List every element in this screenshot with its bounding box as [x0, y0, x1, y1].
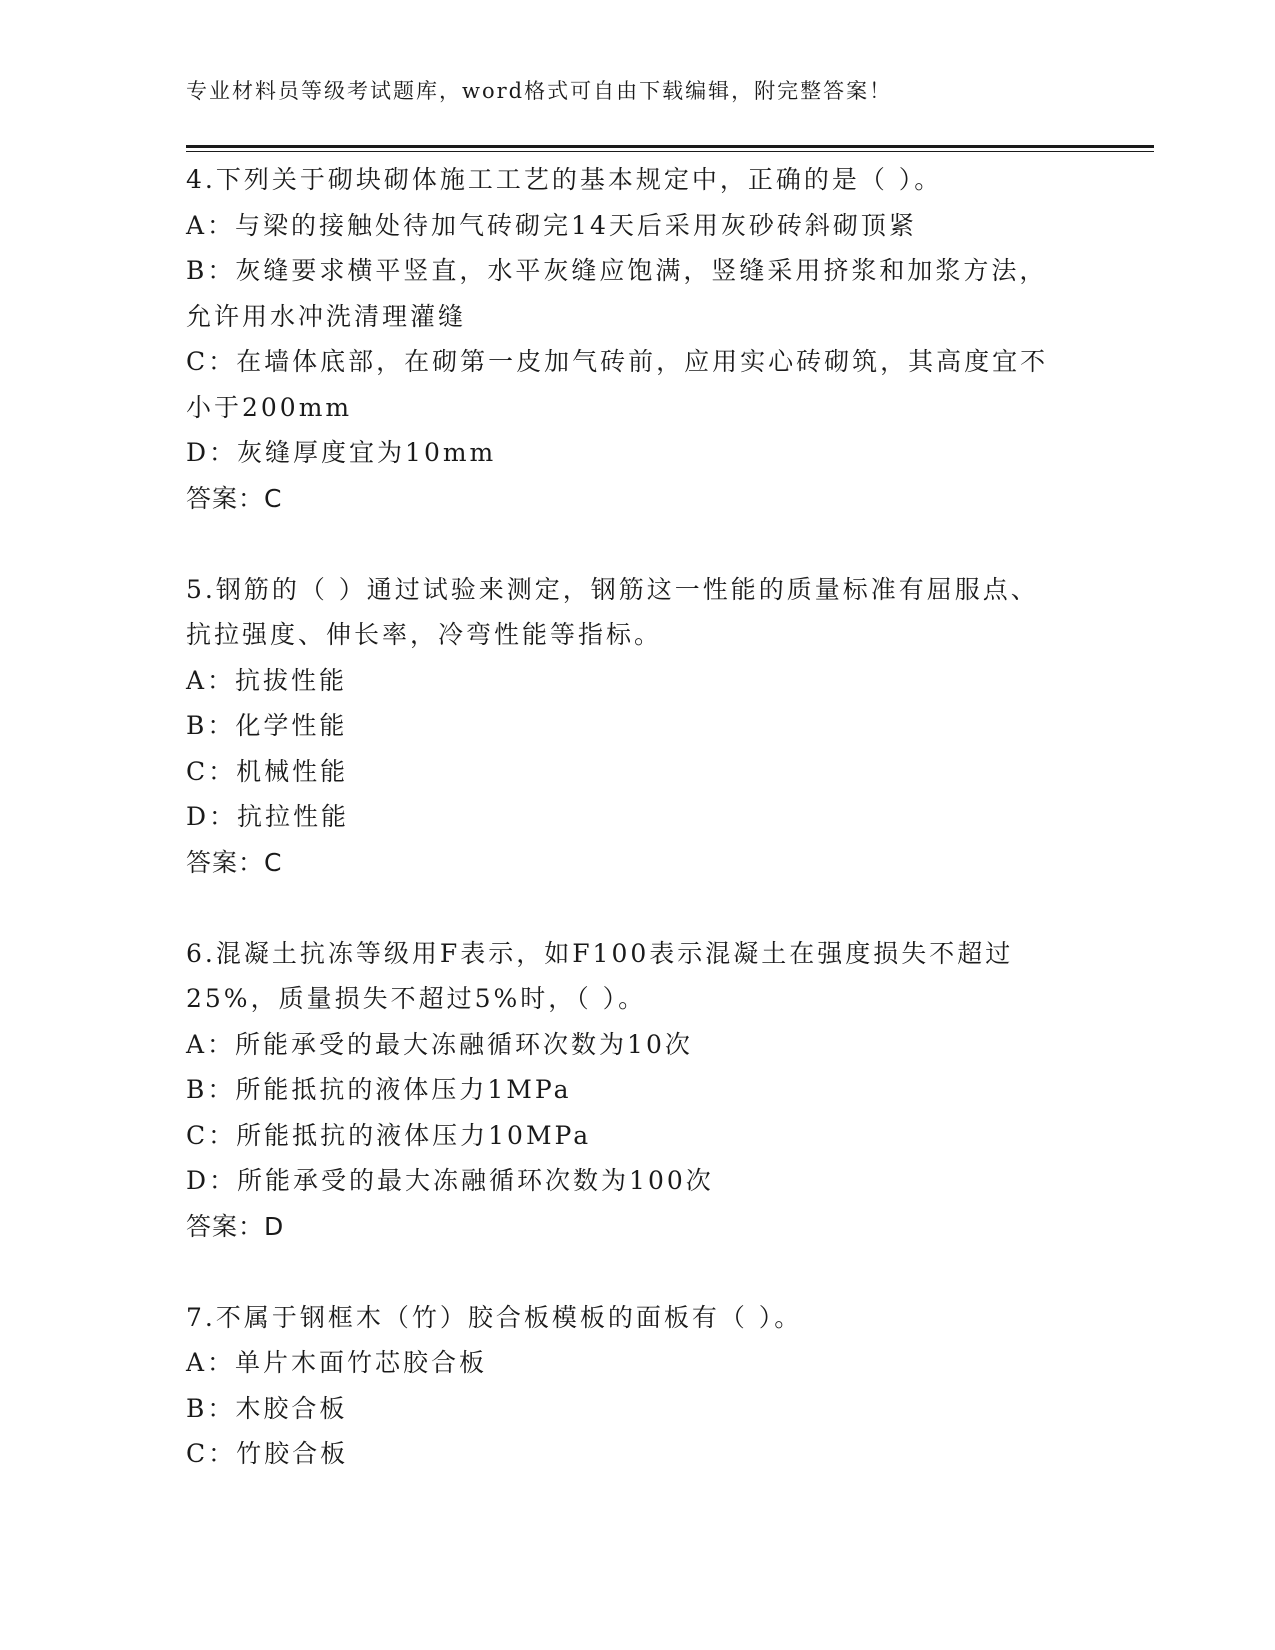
question-stem: 6.混凝土抗冻等级用F表示，如F100表示混凝土在强度损失不超过	[186, 938, 1014, 968]
question-stem: 7.不属于钢框木（竹）胶合板模板的面板有（ ）。	[186, 1302, 803, 1332]
option-line: B：化学性能	[186, 711, 348, 740]
option-line: 小于200mm	[186, 392, 353, 422]
option-line: A：所能承受的最大冻融循环次数为10次	[186, 1029, 693, 1059]
question-spacer	[186, 521, 1086, 567]
option-line: C：竹胶合板	[186, 1439, 349, 1468]
header-rule-thin	[186, 151, 1154, 152]
answer-label: 答案：D	[186, 1211, 285, 1241]
option-line: B：灰缝要求横平竖直，水平灰缝应饱满，竖缝采用挤浆和加浆方法，	[186, 256, 1048, 285]
option-line: C：所能抵抗的液体压力10MPa	[186, 1120, 592, 1150]
question-stem: 25%，质量损失不超过5%时，（ ）。	[186, 984, 647, 1013]
option-line: D：所能承受的最大冻融循环次数为100次	[186, 1166, 714, 1195]
answer-label: 答案：C	[186, 847, 283, 877]
question-list	[186, 157, 1086, 1477]
question-spacer	[186, 1249, 1086, 1295]
page-header: 专业材料员等级考试题库，word格式可自由下载编辑，附完整答案！	[186, 79, 893, 103]
option-line: C：机械性能	[186, 756, 349, 786]
question-stem: 5.钢筋的（ ）通过试验来测定，钢筋这一性能的质量标准有屈服点、	[186, 574, 1039, 604]
question-block	[186, 931, 1086, 1250]
option-line: D：抗拉性能	[186, 802, 350, 831]
question-block	[186, 567, 1086, 886]
question-spacer	[186, 885, 1086, 931]
option-line: A：与梁的接触处待加气砖砌完14天后采用灰砂砖斜砌顶紧	[186, 210, 917, 240]
option-line: A：单片木面竹芯胶合板	[186, 1348, 488, 1377]
option-line: D：灰缝厚度宜为10mm	[186, 438, 497, 467]
question-block	[186, 1295, 1086, 1477]
option-line: C：在墙体底部，在砌第一皮加气砖前，应用实心砖砌筑，其高度宜不	[186, 347, 1049, 376]
option-line: 允许用水冲洗清理灌缝	[186, 301, 467, 331]
question-block	[186, 157, 1086, 521]
option-line: B：所能抵抗的液体压力1MPa	[186, 1075, 572, 1104]
question-stem: 抗拉强度、伸长率，冷弯性能等指标。	[186, 620, 663, 649]
option-line: A：抗拔性能	[186, 665, 348, 695]
option-line: B：木胶合板	[186, 1393, 348, 1423]
question-stem: 4.下列关于砌块砌体施工工艺的基本规定中，正确的是（ ）。	[186, 165, 943, 194]
header-rule-thick	[186, 145, 1154, 148]
answer-label: 答案：C	[186, 483, 283, 513]
